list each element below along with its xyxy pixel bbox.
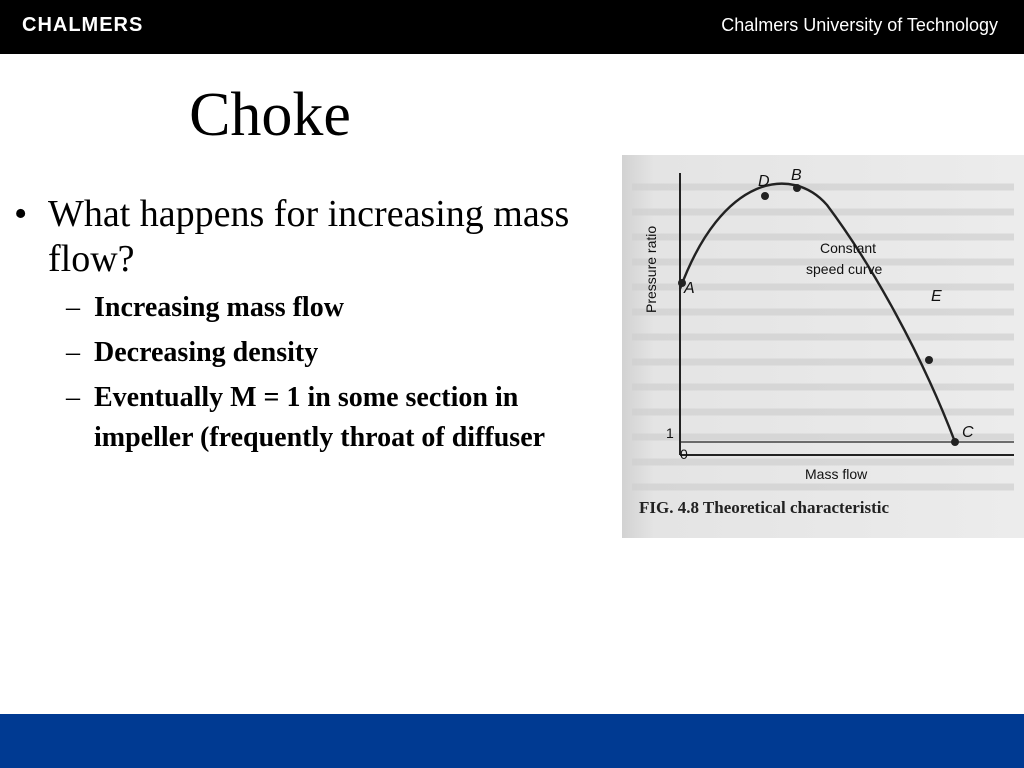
main-bullet bbox=[14, 192, 594, 282]
chalmers-logo: CHALMERS bbox=[22, 14, 144, 36]
point-d-label: D bbox=[758, 173, 770, 190]
header-bar bbox=[0, 0, 1024, 54]
tick-zero-label: 0 bbox=[680, 446, 688, 462]
dash-icon: – bbox=[66, 337, 80, 368]
figure-svg bbox=[622, 155, 1024, 538]
dash-icon: – bbox=[66, 382, 80, 413]
curve-label-line1: Constant bbox=[820, 240, 877, 256]
point-e-marker bbox=[925, 356, 933, 364]
sub-bullet bbox=[14, 333, 594, 373]
sub-bullet-list bbox=[14, 288, 594, 458]
point-c-marker bbox=[951, 438, 959, 446]
sub-bullet bbox=[14, 378, 594, 458]
point-d-marker bbox=[761, 192, 769, 200]
slide-title: Choke bbox=[189, 81, 351, 149]
curve-label-line2: speed curve bbox=[806, 261, 883, 277]
point-b-label: B bbox=[791, 167, 802, 184]
x-axis-label: Mass flow bbox=[805, 466, 868, 482]
sub-bullet-text: Decreasing density bbox=[94, 337, 319, 368]
sub-bullet-text: Eventually M = 1 in some section in impeller (frequently throat of diffuser bbox=[94, 382, 546, 453]
main-bullet-text: What happens for increasing mass flow? bbox=[48, 193, 570, 280]
dash-icon: – bbox=[66, 292, 80, 323]
point-b-marker bbox=[793, 184, 801, 192]
point-c-label: C bbox=[962, 424, 974, 441]
tick-one-label: 1 bbox=[666, 425, 674, 441]
sub-bullet bbox=[14, 288, 594, 328]
bullet-list bbox=[14, 192, 594, 458]
footer-bar bbox=[0, 714, 1024, 768]
university-name: Chalmers University of Technology bbox=[721, 15, 998, 35]
point-e-label: E bbox=[931, 288, 942, 305]
bullet-dot-icon: • bbox=[14, 193, 28, 235]
figure-caption: FIG. 4.8 Theoretical characteristic bbox=[639, 498, 890, 517]
y-axis-label: Pressure ratio bbox=[643, 225, 659, 313]
characteristic-figure bbox=[622, 155, 1024, 538]
point-a-label: A bbox=[684, 280, 695, 297]
sub-bullet-text: Increasing mass flow bbox=[94, 292, 344, 323]
